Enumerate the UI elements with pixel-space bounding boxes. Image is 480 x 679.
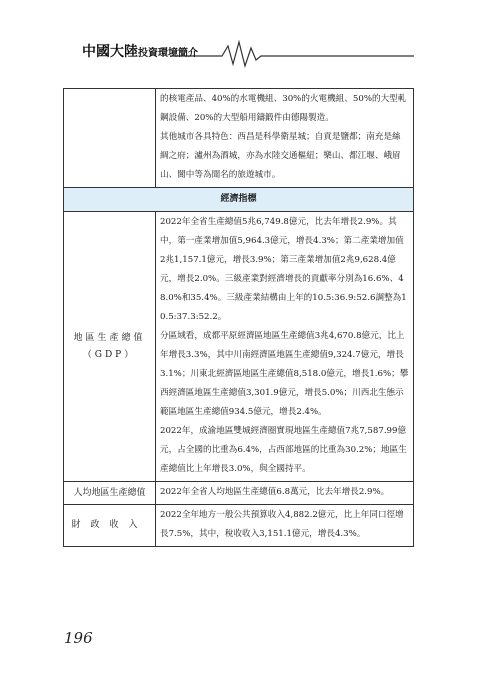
section-row xyxy=(64,188,414,212)
paragraph: 的核電產品、40%的水電機組、30%的火電機組、50%的大型軋鋼設備、20%的大型船用鑄鍛件由德陽製造。 xyxy=(160,94,407,123)
gdp-label-line1: 地區生產總值 xyxy=(73,332,146,343)
paragraph: 2022年全省生產總值5兆6,749.8億元，比去年增長2.9%。其中，第一產業增加值5,964.3億元，增長4.3%；第二產業增加值2兆1,157.1億元，增長3.9%；第三產業增加值2兆9,628.4億元，增長2.0%。三級產業對經濟增長的貢獻率分別為16.6%、48.0%和35.4%。三級產業結構由上年的10.5:36.9:52.6調整為10.5:37.3:52.2。 xyxy=(160,217,407,322)
header-title-small: 投資環境簡介 xyxy=(138,48,198,59)
per-capita-label: 人均地區生產總值 xyxy=(64,482,156,505)
running-header xyxy=(82,36,414,70)
empty-label-cell xyxy=(64,89,156,188)
paragraph: 其他城市各具特色：西昌是科學衛星城；自貢是鹽都；南充是絲綢之府；瀘州為酒城，亦為水陸交通樞紐；樂山、都江堰、峨眉山、閬中等為聞名的旅遊城市。 xyxy=(160,132,401,180)
revenue-label: 財政收入 xyxy=(64,505,156,547)
table-row xyxy=(64,212,414,482)
header-title xyxy=(82,41,198,61)
gdp-label-line2: （GDP） xyxy=(82,349,137,360)
header-title-big: 中國大陸 xyxy=(82,44,138,60)
table-row xyxy=(64,89,414,188)
cities-cell xyxy=(156,89,414,188)
gdp-cell xyxy=(156,212,414,482)
table-row xyxy=(64,505,414,547)
info-table xyxy=(63,88,414,547)
table-row xyxy=(64,482,414,505)
gdp-label xyxy=(64,212,156,482)
paragraph: 2022年，成渝地區雙城經濟圈實現地區生產總值7兆7,587.99億元，占全國的比重為6.4%，占西部地區的比重為30.2%；地區生產總值比上年增長3.0%，與全國持平。 xyxy=(160,426,407,474)
per-capita-cell: 2022年全省人均地區生產總值6.8萬元，比去年增長2.9%。 xyxy=(156,482,414,505)
paragraph: 分區域看，成都平原經濟區地區生產總值3兆4,670.8億元，比上年增長3.3%，其中川南經濟區地區生產總值9,324.7億元，增長3.1%；川東北經濟區地區生產總值8,518.0億元，增長1.6%；攀西經濟區地區生產總值3,301.9億元，增長5.0%；川西北生態示範區地區生產總值934.5億元，增長2.4%。 xyxy=(160,331,409,417)
revenue-cell: 2022全年地方一般公共預算收入4,882.2億元，比上年同口徑增長7.5%，其中，稅收收入3,151.1億元，增長4.3%。 xyxy=(156,505,414,547)
page-number: 196 xyxy=(64,629,93,647)
section-title: 經濟指標 xyxy=(64,188,414,212)
